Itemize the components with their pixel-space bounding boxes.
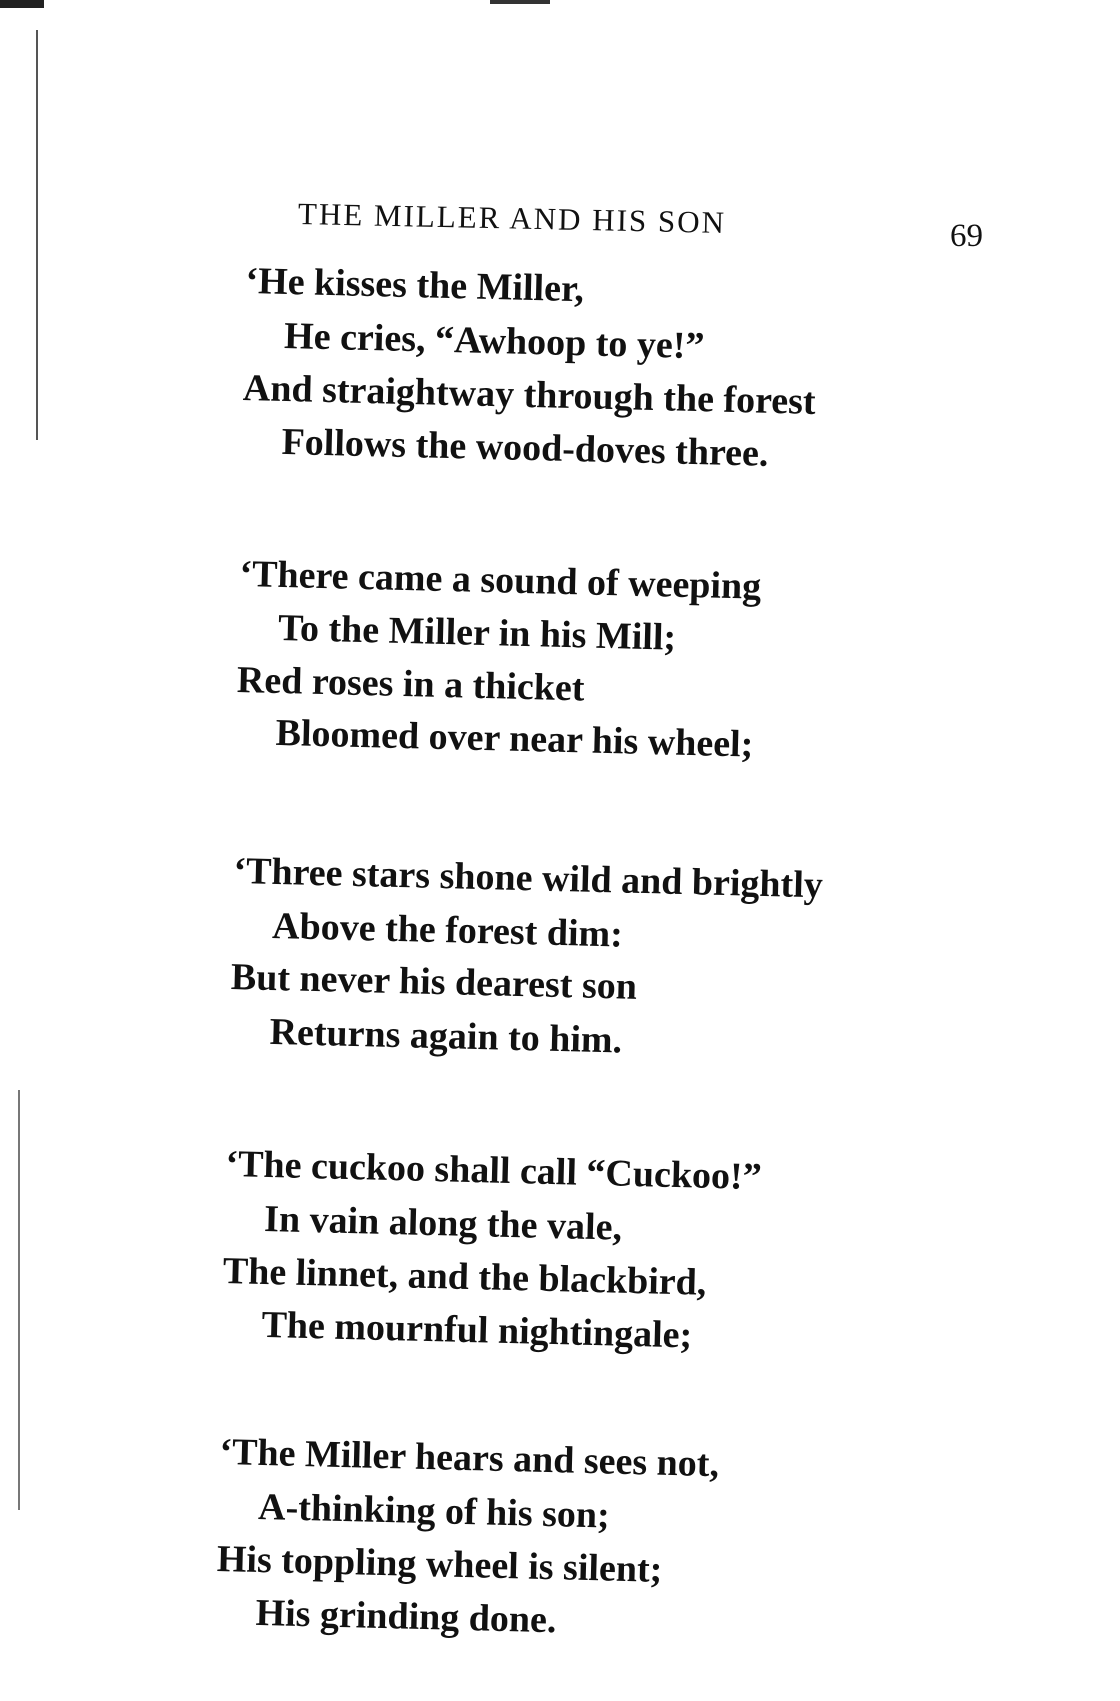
poem-line: Red roses in a thicket [236, 658, 585, 710]
poem-line: Returns again to him. [269, 1010, 623, 1062]
poem-line: The linnet, and the blackbird, [222, 1249, 707, 1304]
poem-line: His toppling wheel is silent; [216, 1537, 663, 1591]
poem-line: ‘The cuckoo shall call “Cuckoo!” [225, 1143, 763, 1199]
poem-line: Above the forest dim: [271, 904, 624, 956]
stanza [222, 1143, 1026, 1357]
page-header [0, 196, 1120, 256]
poem-line: ‘There came a sound of weeping [239, 553, 762, 608]
stanza [216, 1431, 1020, 1642]
stanza [230, 850, 1034, 1062]
scan-edge-mark [0, 0, 44, 8]
poem-line: ‘He kisses the Miller, [245, 260, 585, 311]
poem-line: Bloomed over near his wheel; [275, 711, 754, 766]
stanza [236, 553, 1040, 766]
scan-edge-mark [490, 0, 550, 4]
running-title: THE MILLER AND HIS SON [297, 196, 727, 240]
poem-line: Follows the wood-doves three. [281, 420, 769, 475]
poem-line: His grinding done. [255, 1591, 557, 1642]
scan-edge-mark [18, 1090, 20, 1510]
poem-line: A-thinking of his son; [257, 1485, 611, 1537]
poem-line: The mournful nightingale; [261, 1303, 693, 1357]
poem-line: To the Miller in his Mill; [277, 606, 677, 659]
poem-line: But never his dearest son [230, 955, 638, 1008]
poem-line: ‘The Miller hears and sees not, [219, 1431, 720, 1486]
page-number: 69 [950, 218, 983, 254]
poem-line: He cries, “Awhoop to ye!” [283, 314, 705, 368]
poem-line: In vain along the vale, [263, 1197, 623, 1249]
stanza [242, 260, 1046, 475]
poem-line: ‘Three stars shone wild and brightly [233, 850, 824, 907]
poem-line: And straightway through the forest [242, 366, 817, 423]
